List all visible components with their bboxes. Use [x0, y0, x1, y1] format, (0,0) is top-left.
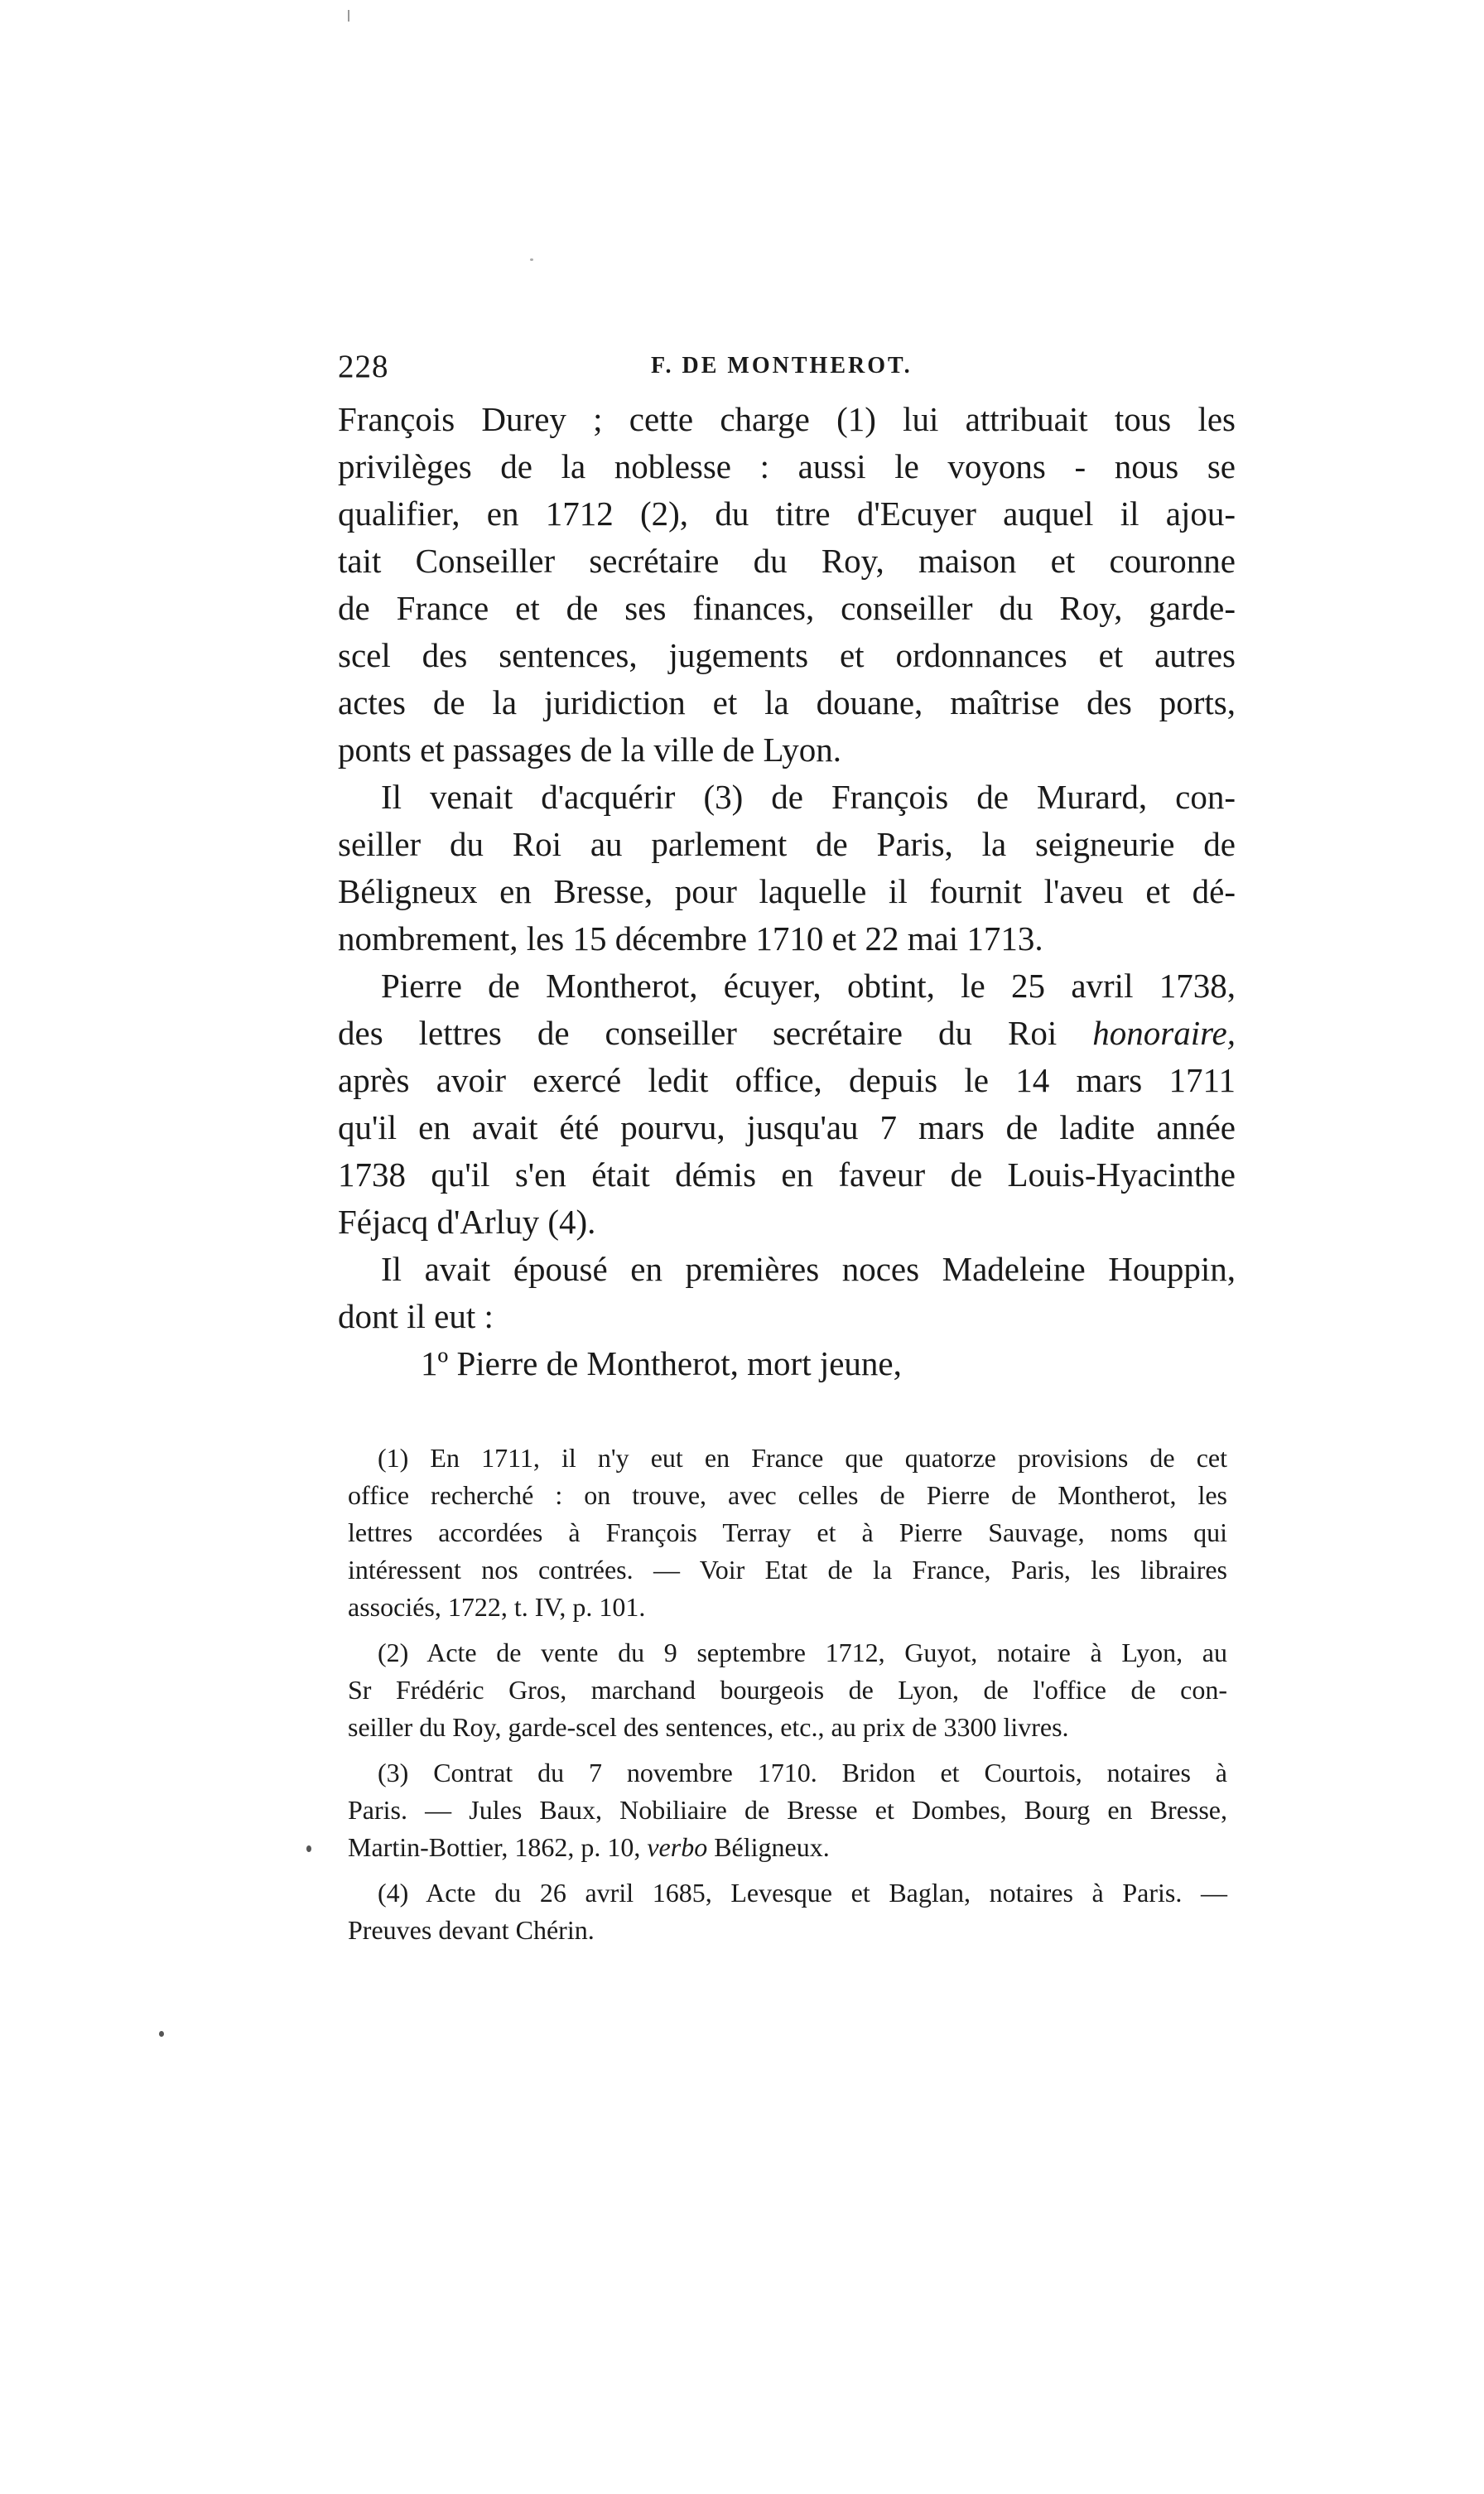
text-line: de France et de ses finances, conseiller du Roy, garde- — [338, 589, 1236, 627]
footnote-3 — [348, 1754, 1227, 1866]
text-segment: des lettres de conseiller secrétaire du Roi — [338, 1014, 1058, 1052]
footnote-line: associés, 1722, t. IV, p. 101. — [348, 1592, 646, 1622]
text-line: nombrement, les 15 décembre 1710 et 22 mai 1713. — [338, 919, 1043, 958]
footnote-line: office recherché : on trouve, avec celles de Pierre de Montherot, les — [348, 1480, 1227, 1510]
text-line: qu'il en avait été pourvu, jusqu'au 7 mars de ladite année — [338, 1108, 1236, 1146]
text-line: Il avait épousé en premières noces Madeleine Houppin, — [381, 1250, 1236, 1288]
footnote-line: Preuves devant Chérin. — [348, 1915, 595, 1945]
text-line — [338, 1010, 1236, 1057]
scan-speck — [306, 1845, 311, 1852]
text-segment: Béligneux. — [714, 1832, 830, 1862]
text-line: actes de la juridiction et la douane, maîtrise des ports, — [338, 683, 1236, 721]
footnote-line: intéressent nos contrées. — Voir Etat de la France, Paris, les libraires — [348, 1555, 1227, 1585]
footnote-line: seiller du Roy, garde-scel des sentences, etc., au prix de 3300 livres. — [348, 1712, 1069, 1742]
main-text — [338, 396, 1236, 1387]
footnote-line: (3) Contrat du 7 novembre 1710. Bridon et Courtois, notaires à — [378, 1758, 1227, 1787]
footnote-line: (2) Acte de vente du 9 septembre 1712, Guyot, notaire à Lyon, au — [378, 1638, 1227, 1667]
footnote-4 — [348, 1874, 1227, 1949]
running-title: F. DE MONTHEROT. — [651, 353, 913, 379]
text-line: Féjacq d'Arluy (4). — [338, 1203, 596, 1241]
text-line: seiller du Roi au parlement de Paris, la seigneurie de — [338, 825, 1236, 863]
footnote-line: (4) Acte du 26 avril 1685, Levesque et Baglan, notaires à Paris. — — [378, 1878, 1227, 1908]
text-line: 1738 qu'il s'en était démis en faveur de Louis-Hyacinthe — [338, 1155, 1236, 1194]
text-line: Il venait d'acquérir (3) de François de Murard, con- — [381, 778, 1236, 816]
footnote-line — [348, 1829, 1227, 1866]
paragraph-2 — [338, 774, 1236, 962]
text-line: ponts et passages de la ville de Lyon. — [338, 731, 842, 769]
footnote-line: (1) En 1711, il n'y eut en France que quatorze provisions de cet — [378, 1443, 1227, 1473]
running-header — [338, 348, 1236, 398]
footnotes — [348, 1440, 1227, 1957]
text-line: privilèges de la noblesse : aussi le voyons - nous se — [338, 447, 1236, 485]
paragraph-3 — [338, 962, 1236, 1246]
text-line: après avoir exercé ledit office, depuis le 14 mars 1711 — [338, 1061, 1236, 1099]
footnote-line: lettres accordées à François Terray et à Pierre Sauvage, noms qui — [348, 1517, 1227, 1547]
scan-speck — [159, 2031, 164, 2037]
text-line: François Durey ; cette charge (1) lui attribuait tous les — [338, 400, 1236, 438]
page-number: 228 — [338, 349, 389, 384]
footnote-1 — [348, 1440, 1227, 1626]
text-line: dont il eut : — [338, 1297, 494, 1335]
text-line: qualifier, en 1712 (2), du titre d'Ecuyer auquel il ajou- — [338, 494, 1236, 533]
scan-speck — [530, 258, 533, 261]
scan-speck — [348, 10, 349, 22]
footnote-2 — [348, 1634, 1227, 1746]
paragraph-1 — [338, 396, 1236, 774]
text-line: Pierre de Montherot, écuyer, obtint, le 25 avril 1738, — [381, 967, 1236, 1005]
footnote-line: Paris. — Jules Baux, Nobiliaire de Bresse et Dombes, Bourg en Bresse, — [348, 1795, 1227, 1825]
list-item: 1º Pierre de Montherot, mort jeune, — [421, 1344, 902, 1382]
paragraph-4 — [338, 1246, 1236, 1340]
footnote-line: Sr Frédéric Gros, marchand bourgeois de Lyon, de l'office de con- — [348, 1675, 1227, 1705]
italic-term: honoraire, — [1092, 1014, 1236, 1052]
text-line: Béligneux en Bresse, pour laquelle il fournit l'aveu et dé- — [338, 872, 1236, 910]
text-line: scel des sentences, jugements et ordonnances et autres — [338, 636, 1236, 674]
text-segment: Martin-Bottier, 1862, p. 10, — [348, 1832, 641, 1862]
italic-term: verbo — [647, 1832, 708, 1862]
text-line: tait Conseiller secrétaire du Roy, maison et couronne — [338, 542, 1236, 580]
enumerated-child-list — [338, 1340, 1236, 1387]
